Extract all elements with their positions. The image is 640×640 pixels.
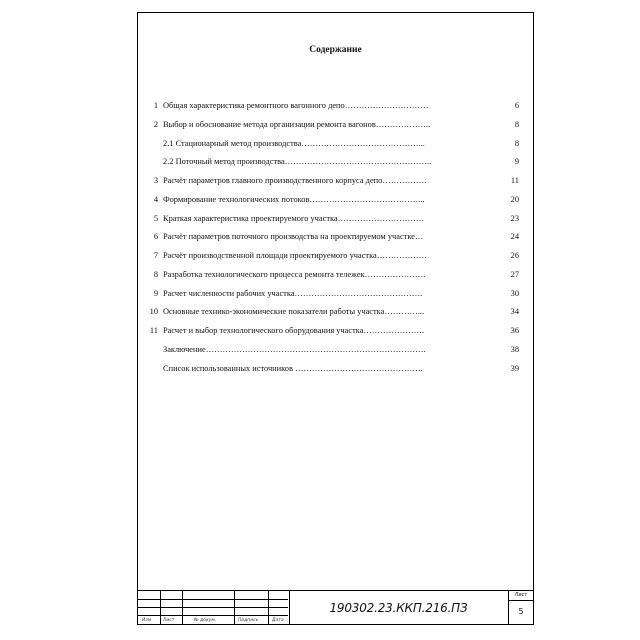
toc-item-number: 4: [153, 194, 158, 204]
toc-item-title: 2.2 Поточный метод производства……………………………………………..: [163, 157, 432, 167]
toc-item-title: Выбор и обоснование метода организации ремонта вагонов………………..: [163, 119, 431, 129]
toc-item-title: Расчёт параметров главного производственного корпуса депо…………….: [163, 176, 427, 185]
document-code: 190302.23.ККП.216.ПЗ: [289, 591, 507, 624]
toc-item: [144, 153, 519, 172]
toc-item: [144, 303, 519, 322]
toc-item: [144, 172, 519, 191]
toc-item-page: 9: [514, 157, 519, 167]
toc-item-page: 20: [510, 194, 519, 204]
toc-item-number: 11: [149, 326, 158, 335]
sheet-number-label: Лист: [509, 591, 533, 601]
toc-item-number: 10: [149, 307, 158, 317]
toc-item: [144, 210, 519, 229]
toc-item-title: Формирование технологических потоков…………………………………...: [163, 194, 425, 204]
toc-item-number: 6: [153, 232, 158, 242]
toc-item-title: 2.1 Стационарный метод производства……………………………………...: [163, 138, 425, 148]
toc-item-title: Расчёт производственной площади проектируемого участка………………: [163, 251, 427, 260]
title-block-stamp: [138, 590, 533, 624]
toc-item-title: Основные технико-экономические показатели работы участка…………...: [163, 307, 425, 317]
toc-item-page: 38: [510, 344, 519, 354]
toc-item-page: 39: [510, 363, 519, 373]
toc-item: [144, 266, 519, 285]
stamp-label-signature: Подпись: [238, 618, 259, 623]
toc-item-number: 8: [153, 269, 158, 279]
toc-item: [144, 135, 519, 154]
stamp-label-change: Изм: [142, 618, 152, 623]
toc-item-title: Расчет и выбор технологического оборудования участка………………….: [163, 326, 425, 335]
toc-item: [144, 341, 519, 360]
toc-item-page: 30: [510, 288, 519, 298]
toc-item-page: 26: [510, 251, 519, 260]
toc-item-number: 1: [153, 101, 158, 110]
toc-item-title: Расчет численности рабочих участка……………………………………….: [163, 288, 423, 298]
document-page: [137, 12, 534, 625]
table-of-contents: [144, 97, 519, 378]
toc-item-page: 11: [510, 176, 519, 185]
toc-item-number: 3: [153, 176, 158, 185]
toc-item-number: 2: [153, 119, 158, 129]
toc-item-number: 7: [153, 251, 158, 260]
toc-item-title: Расчёт параметров поточного производства на проектируемом участке…: [163, 232, 424, 242]
toc-item: [144, 97, 519, 116]
toc-item-number: 5: [153, 213, 158, 223]
toc-item: [144, 228, 519, 247]
toc-item: [144, 247, 519, 266]
stamp-grid: [138, 591, 288, 624]
sheet-number-value: 5: [518, 607, 524, 616]
toc-item: [144, 360, 519, 379]
stamp-label-doc-number: № докум.: [194, 618, 217, 623]
toc-item-title: Краткая характеристика проектируемого участка………………………….: [163, 213, 424, 223]
toc-item-title: Список использованных источников ……………………………………….: [163, 363, 423, 373]
toc-item-page: 36: [510, 326, 519, 335]
toc-item-page: 8: [514, 119, 519, 129]
toc-item: [144, 285, 519, 304]
toc-item-page: 27: [510, 269, 519, 279]
stamp-label-sheet: Лист: [163, 618, 175, 623]
toc-item-number: 9: [153, 288, 158, 298]
stamp-label-date: Дата: [272, 618, 284, 623]
toc-item-title: Заключение…………………………………………………………………….: [163, 344, 426, 354]
toc-item-page: 8: [514, 138, 519, 148]
toc-item-page: 34: [510, 307, 519, 317]
sheet-number-box: [508, 591, 533, 624]
toc-item-page: 6: [514, 101, 519, 110]
toc-item-title: Разработка технологического процесса ремонта тележек………………….: [163, 269, 426, 279]
toc-item-page: 23: [510, 213, 519, 223]
toc-item: [144, 191, 519, 210]
toc-item-title: Общая характеристика ремонтного вагонного депо…………………………: [163, 101, 429, 110]
toc-item: [144, 116, 519, 135]
page-title: Содержание: [309, 45, 362, 55]
toc-item-page: 24: [510, 232, 519, 242]
toc-item: [144, 322, 519, 341]
